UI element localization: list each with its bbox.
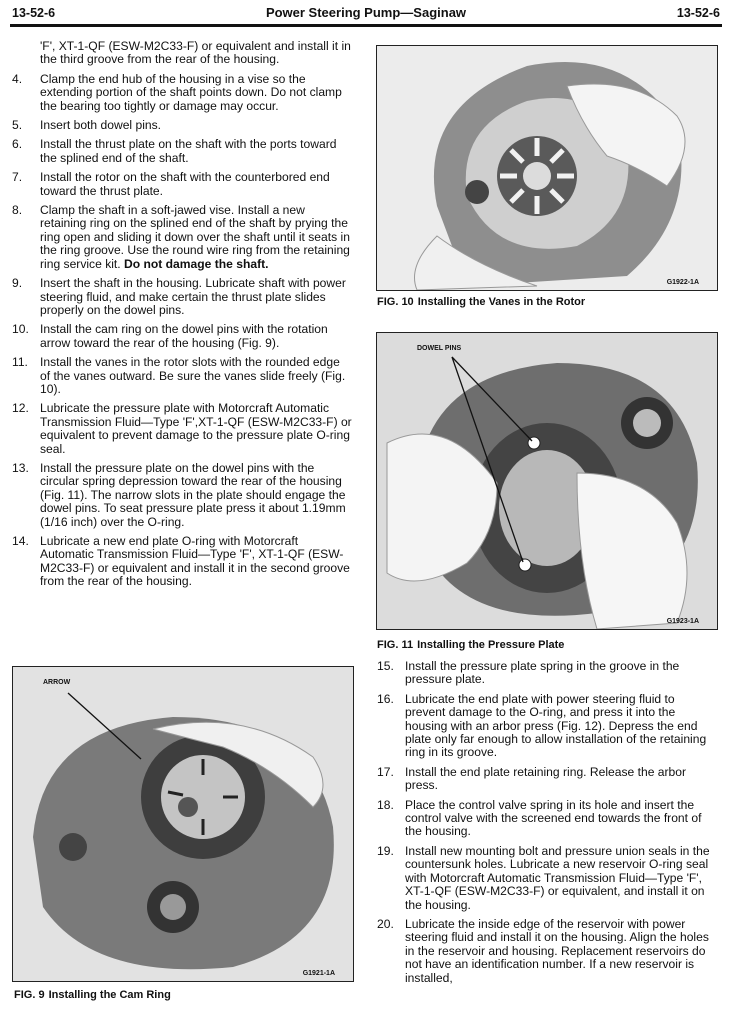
arrow-callout: ARROW: [43, 679, 71, 686]
step-number: 14.: [12, 534, 29, 548]
figure-code: G1923-1A: [666, 618, 699, 625]
step-number: 11.: [12, 355, 28, 370]
cam-ring-illustration: [13, 667, 353, 981]
figure-11-caption: [377, 639, 564, 651]
step-number: 7.: [12, 170, 23, 185]
figure-number: FIG. 9: [14, 989, 45, 1001]
left-column: [12, 40, 352, 595]
figure-10-caption: [377, 296, 585, 308]
figure-9-caption: [14, 989, 171, 1001]
step-number: 19.: [377, 843, 394, 858]
rotor-vanes-illustration: [377, 46, 717, 290]
step-warning: Do not damage the shaft.: [124, 256, 269, 271]
page-number-right: 13-52-6: [676, 6, 720, 20]
step-7: [12, 171, 352, 198]
step-text: Install the end plate retaining ring. Release the arbor press.: [405, 764, 687, 793]
step-9: [12, 277, 352, 317]
step-number: 5.: [12, 118, 23, 133]
step-8: [12, 204, 352, 271]
step-number: 17.: [377, 764, 394, 779]
step-20: [377, 918, 717, 985]
page-title: Power Steering Pump—Saginaw: [265, 5, 467, 20]
step-13: [12, 462, 352, 529]
step-16: [377, 693, 717, 760]
step-number: 4.: [12, 71, 23, 86]
step-text: Install the thrust plate on the shaft with the ports toward the splined end of the shaft.: [40, 137, 337, 165]
step-number: 18.: [377, 797, 394, 812]
step-text: Install the pressure plate spring in the groove in the pressure plate.: [405, 659, 680, 687]
continued-text: 'F', XT-1-QF (ESW-M2C33-F) or equivalent and install it in the third groove from the rear of the housing.: [40, 39, 351, 67]
step-10: [12, 323, 352, 350]
step-number: 16.: [377, 691, 394, 706]
header-rule: [10, 24, 722, 27]
step-text: Insert the shaft in the housing. Lubricate shaft with power steering fluid, and make certain the thrust plate slides properly on the dowel pins.: [40, 276, 346, 317]
step-text: Lubricate the end plate with power steering fluid to prevent damage to the O-ring, and press it into the housing with an arbor press (Fig. 12). Depress the end plate only far enough to allow installation of the retaining ring in its groove.: [405, 691, 707, 760]
caption-text: Installing the Pressure Plate: [417, 639, 565, 651]
pressure-plate-illustration: [377, 333, 717, 629]
step-text: Insert both dowel pins.: [40, 118, 162, 133]
figure-number: FIG. 11: [377, 639, 414, 651]
right-column: [377, 660, 717, 991]
step-text: Lubricate a new end plate O-ring with Motorcraft Automatic Transmission Fluid—Type 'F', XT-1-QF (ESW-M2C33-F) or equivalent and install it in the second groove from the rear of the housing.: [40, 534, 350, 589]
step-11: [12, 356, 352, 396]
step-number: 9.: [12, 276, 23, 291]
step-19: [377, 845, 717, 912]
figure-code: G1921-1A: [302, 970, 335, 977]
step-text: Clamp the shaft in a soft-jawed vise. Install a new retaining ring on the splined end of the shaft by prying the ring open and sliding it down over the shaft until it seats in the ring groove. Use the round wire ring from the retaining ring service kit.: [40, 203, 350, 271]
step-number: 13.: [12, 460, 29, 475]
step-6: [12, 138, 352, 165]
step-18: [377, 799, 717, 839]
page-number-left: 13-52-6: [12, 6, 56, 20]
step-14: [12, 535, 352, 589]
step-text: Lubricate the pressure plate with Motorcraft Automatic Transmission Fluid—Type 'F',XT-1-QF (ESW-M2C33-F) or equivalent to prevent damage to the pressure plate O-ring seal.: [40, 401, 352, 456]
step-text: Install the pressure plate on the dowel pins with the circular spring depression toward the rear of the housing (Fig. 11). The narrow slots in the plate should engage the dowel pins. To seat pressure plate press it about 1.19mm (1/16 inch) over the O-ring.: [40, 460, 346, 529]
step-text: Lubricate the inside edge of the reservoir with power steering fluid and install it on the housing. Align the holes in the reservoir and housing. Replacement reservoirs do not have an identification number. If a new reservoir is installed,: [405, 916, 709, 985]
step-number: 6.: [12, 137, 23, 152]
step-4: [12, 73, 352, 113]
step-12: [12, 402, 352, 456]
figure-code: G1922-1A: [666, 279, 699, 286]
step-number: 10.: [12, 322, 29, 337]
step-15: [377, 660, 717, 687]
step-text: Install new mounting bolt and pressure union seals in the countersunk holes. Lubricate a new reservoir O-ring seal with Motorcraft Automatic Transmission Fluid—Type 'F', XT-1-QF (ESW-M2C33-F) or equivalent, and install it on the housing.: [405, 843, 710, 912]
figure-11-photo: [376, 332, 718, 630]
dowel-pins-callout: DOWEL PINS: [417, 345, 462, 352]
step-number: 20.: [377, 916, 394, 931]
figure-9-photo: [12, 666, 354, 982]
step-number: 12.: [12, 401, 29, 416]
page-header: [12, 4, 720, 24]
step-number: 15.: [377, 659, 394, 673]
step-text: Install the rotor on the shaft with the counterbored end toward the thrust plate.: [40, 170, 330, 198]
step-text: Install the cam ring on the dowel pins with the rotation arrow toward the rear of the housing (Fig. 9).: [40, 322, 328, 350]
step-17: [377, 766, 717, 793]
step-number: 8.: [12, 203, 23, 218]
step-text: Install the vanes in the rotor slots with the rounded edge of the vanes outward. Be sure the vanes slide freely (Fig. 10).: [40, 355, 346, 396]
step-5: [12, 119, 352, 132]
caption-text: Installing the Cam Ring: [48, 989, 171, 1001]
figure-number: FIG. 10: [377, 296, 414, 308]
figure-10-photo: [376, 45, 718, 291]
step-text: Clamp the end hub of the housing in a vise so the extending portion of the shaft points down. Do not clamp the bearing too tightly or damage may occur.: [40, 71, 342, 113]
caption-text: Installing the Vanes in the Rotor: [417, 296, 586, 308]
step-text: Place the control valve spring in its hole and insert the control valve with the screened end towards the front of the housing.: [405, 797, 702, 839]
